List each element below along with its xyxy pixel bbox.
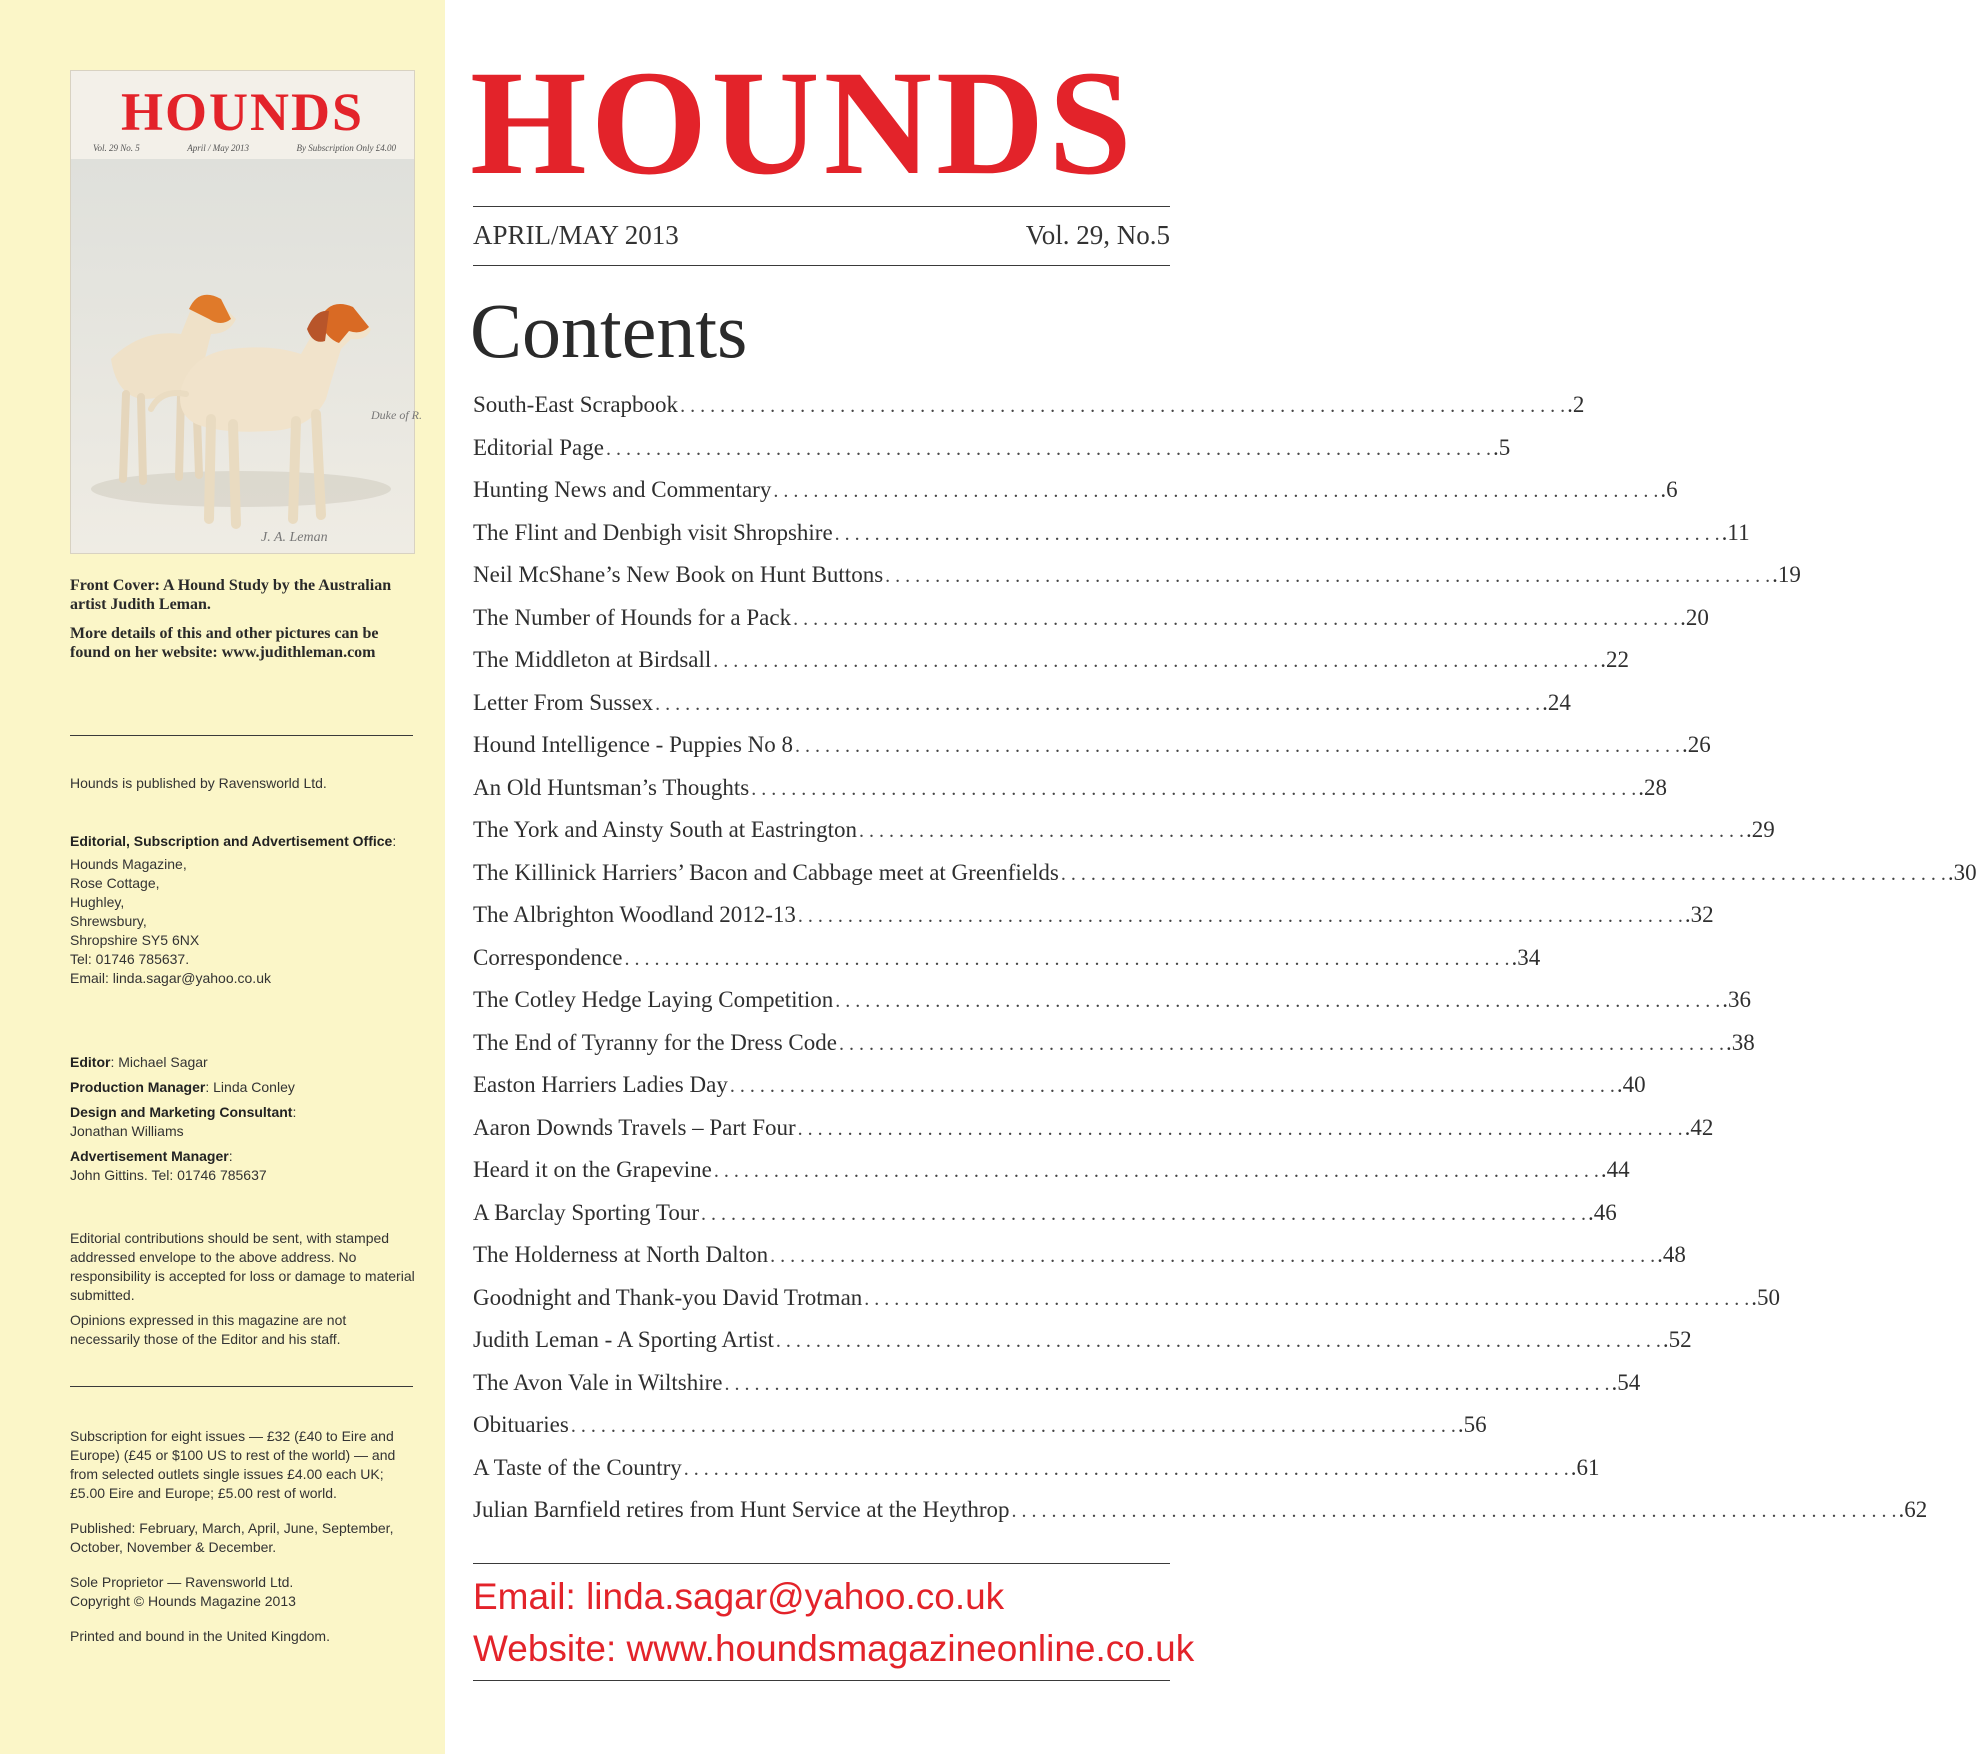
contact-rule [473,1563,1170,1564]
toc-title: Neil McShane’s New Book on Hunt Buttons [473,562,884,587]
toc-item[interactable] [473,732,1711,775]
address-line: Hounds Magazine, [70,856,187,872]
toc-leader [701,1203,1586,1226]
toc-leader [751,778,1636,801]
staff-list: Editor: Michael Sagar Production Manager: Linda Conley Design and Marketing Consultant: Jonathan Williams Advertisement Manager: John Gittins. Tel: 01746 785637 [70,1053,420,1185]
toc-leader [798,1118,1683,1141]
disclaimer-text: Opinions expressed in this magazine are not necessarily those of the Editor and his staff. [70,1312,347,1347]
publisher-text: Hounds is published by Ravensworld Ltd. [70,775,327,791]
toc-page: .22 [1600,647,1630,672]
toc-leader [684,1458,1569,1481]
toc-title: South-East Scrapbook [473,392,679,417]
toc-leader [864,1288,1749,1311]
toc-item[interactable] [473,1497,1928,1540]
toc-item[interactable] [473,689,1571,733]
toc-item[interactable] [473,604,1709,648]
staff-name: Linda Conley [213,1079,295,1095]
toc-item[interactable] [473,647,1630,690]
toc-item[interactable] [473,987,1752,1030]
toc-title: Editorial Page [473,434,604,460]
toc-leader [776,1330,1661,1353]
toc-title: Obituaries [473,1412,569,1437]
cover-hound-painting [71,159,422,553]
cover-caption [70,576,415,672]
toc-title: The Holderness at North Dalton [473,1242,769,1267]
toc-item[interactable] [473,477,1678,520]
toc-item[interactable] [473,1114,1714,1158]
toc-page: .2 [1567,392,1585,417]
toc-leader [798,905,1683,928]
contact-website[interactable]: Website: www.houndsmagazineonline.co.uk [473,1628,1195,1669]
toc-page: .38 [1725,1029,1755,1055]
toc-leader [885,565,1770,588]
caption-website-text: More details of this and other pictures can be found on her website: www.judithleman.com [70,625,379,661]
toc-title: The York and Ainsty South at Eastrington [473,817,857,842]
toc-title: The Albrighton Woodland 2012-13 [473,902,796,927]
svg-text:Duke of R.: Duke of R. [371,408,422,422]
toc-page: .24 [1542,689,1571,715]
toc-title: The Cotley Hedge Laying Competition [473,987,834,1012]
toc-title: The Number of Hounds for a Pack [473,604,792,630]
toc-title: Easton Harriers Ladies Day [473,1072,728,1097]
toc-page: .30 [1947,859,1977,885]
toc-page: .20 [1680,604,1709,630]
published-text: Published: February, March, April, June, September, October, November & December. [70,1520,394,1555]
toc-page: .36 [1722,987,1752,1012]
address-line: Shropshire SY5 6NX [70,932,200,948]
toc-item[interactable] [473,817,1775,860]
toc-title: Judith Leman - A Sporting Artist [473,1327,774,1352]
toc-title: A Taste of the Country [473,1454,682,1480]
toc-leader [773,480,1658,503]
toc-item[interactable] [473,1454,1600,1498]
toc-page: .56 [1457,1412,1487,1437]
toc-item[interactable] [473,434,1511,478]
address-line: Tel: 01746 785637. [70,951,190,967]
toc-title: Goodnight and Thank-you David Trotman [473,1284,863,1310]
issue-date: APRIL/MAY 2013 [473,220,679,250]
contact-email[interactable]: Email: linda.sagar@yahoo.co.uk [473,1576,1005,1617]
toc-title: Hunting News and Commentary [473,477,772,502]
toc-page: .46 [1588,1199,1617,1225]
staff-name: John Gittins. Tel: 01746 785637 [70,1167,267,1183]
staff-name: Michael Sagar [118,1054,208,1070]
disclaimer-text: Editorial contributions should be sent, with stamped addressed envelope to the above address. No responsibility is accepted for loss or damage to material submitted. [70,1230,415,1303]
sidebar-divider [70,735,413,736]
toc-item[interactable] [473,859,1977,903]
copyright-text: Copyright © Hounds Magazine 2013 [70,1593,296,1609]
masthead-rule [473,206,1170,207]
toc-page: .40 [1616,1072,1646,1097]
cover-title: HOUNDS [120,82,365,142]
printed-text: Printed and bound in the United Kingdom. [70,1628,330,1644]
toc-title: Heard it on the Grapevine [473,1157,712,1182]
toc-page: .48 [1657,1242,1686,1267]
toc-page: .19 [1772,562,1801,587]
toc-title: Correspondence [473,944,623,970]
subscription-text: Subscription for eight issues — £32 (£40 to Eire and Europe) (£45 or $100 US to rest of the world) — and from selected outlets single issues £4.00 each UK; £5.00 Eire and Europe; £5.00 rest of world. [70,1428,396,1501]
toc-item[interactable] [473,519,1750,563]
toc-item[interactable] [473,1369,1641,1413]
toc-item[interactable] [473,392,1585,435]
contents-heading: Contents [470,287,748,374]
toc-title: Hound Intelligence - Puppies No 8 [473,732,794,757]
toc-title: Letter From Sussex [473,689,654,715]
toc-item[interactable] [473,1242,1686,1285]
toc-leader [714,1160,1599,1183]
toc-page: .62 [1898,1497,1928,1522]
contact-rule [473,1680,1170,1681]
toc-leader [1012,1500,1897,1523]
toc-page: .26 [1682,732,1711,757]
sidebar-divider [70,1386,413,1387]
toc-item[interactable] [473,902,1714,945]
toc-item[interactable] [473,562,1801,605]
toc-title: The Flint and Denbigh visit Shropshire [473,519,833,545]
staff-name: Jonathan Williams [70,1123,184,1139]
toc-page: .61 [1570,1454,1600,1480]
toc-title: The Avon Vale in Wiltshire [473,1369,723,1395]
toc-leader [793,608,1678,631]
office-label: Editorial, Subscription and Advertisement Office [70,833,393,849]
toc-page: .54 [1611,1369,1641,1395]
toc-leader [839,1033,1724,1056]
cover-thumbnail[interactable] [70,70,422,554]
cover-price: By Subscription Only £4.00 [296,143,396,153]
subscription-info [70,1427,415,1646]
toc-leader [770,1245,1655,1268]
toc-page: .6 [1660,477,1678,502]
issue-rule [473,265,1170,266]
toc-leader [606,438,1491,461]
toc-title: The Middleton at Birdsall [473,647,712,672]
toc-leader [795,735,1680,758]
address-line: Rose Cottage, [70,875,160,891]
office-info: Editorial, Subscription and Advertisement Office: Hounds Magazine, Rose Cottage, Hughley, Shrewsbury, Shropshire SY5 6NX Tel: 01746 785637. Email: linda.sagar@yahoo.co.uk [70,832,420,988]
toc-item[interactable] [473,1072,1646,1115]
toc-leader [730,1075,1615,1098]
caption-text: Front Cover: A Hound Study by the Australian artist Judith Leman. [70,577,392,613]
cover-info [93,143,396,153]
toc-title: Julian Barnfield retires from Hunt Service at the Heythrop [473,1497,1010,1522]
masthead-title: HOUNDS [470,40,1136,206]
toc-leader [680,395,1565,418]
staff-role: Design and Marketing Consultant [70,1104,293,1120]
toc-page: .28 [1638,774,1667,800]
toc-page: .44 [1600,1157,1630,1182]
toc-leader [859,820,1744,843]
staff-role: Production Manager [70,1079,206,1095]
toc-page: .50 [1751,1284,1781,1310]
svg-text:J. A. Leman: J. A. Leman [261,530,328,545]
toc-title: A Barclay Sporting Tour [473,1199,700,1225]
issue-volume: Vol. 29, No.5 [1025,220,1170,250]
toc-leader [725,1373,1610,1396]
toc-item[interactable] [473,1284,1781,1328]
toc-page: .42 [1684,1114,1714,1140]
toc-item[interactable] [473,1029,1755,1073]
toc-leader [571,1415,1456,1438]
toc-item[interactable] [473,1327,1692,1370]
toc-leader [1061,863,1946,886]
cover-date: April / May 2013 [187,143,249,153]
toc-page: .32 [1684,902,1714,927]
table-of-contents [473,392,1977,1540]
toc-item[interactable] [473,1199,1617,1243]
toc-title: The End of Tyranny for the Dress Code [473,1029,837,1055]
toc-title: The Killinick Harriers’ Bacon and Cabbage meet at Greenfields [473,859,1059,885]
toc-item[interactable] [473,774,1667,818]
toc-title: An Old Huntsman’s Thoughts [473,774,750,800]
toc-page: .34 [1511,944,1541,970]
toc-item[interactable] [473,1412,1487,1455]
issue-info-row [473,220,1170,251]
toc-title: Aaron Downds Travels – Part Four [473,1114,796,1140]
toc-leader [624,948,1509,971]
cover-volume: Vol. 29 No. 5 [93,143,140,153]
toc-leader [713,650,1598,673]
toc-item[interactable] [473,1157,1630,1200]
staff-role: Editor [70,1054,111,1070]
toc-page: .29 [1745,817,1775,842]
toc-leader [835,523,1720,546]
toc-leader [835,990,1720,1013]
toc-item[interactable] [473,944,1541,988]
proprietor-text: Sole Proprietor — Ravensworld Ltd. [70,1574,294,1590]
address-line: Shrewsbury, [70,913,147,929]
sidebar [0,0,445,1754]
toc-page: .11 [1721,519,1750,545]
publisher-info [70,774,420,793]
toc-leader [655,693,1540,716]
staff-role: Advertisement Manager [70,1148,229,1164]
toc-page: .5 [1492,434,1511,460]
address-line: Hughley, [70,894,125,910]
disclaimer [70,1229,415,1349]
toc-page: .52 [1662,1327,1692,1352]
address-line: Email: linda.sagar@yahoo.co.uk [70,970,271,986]
